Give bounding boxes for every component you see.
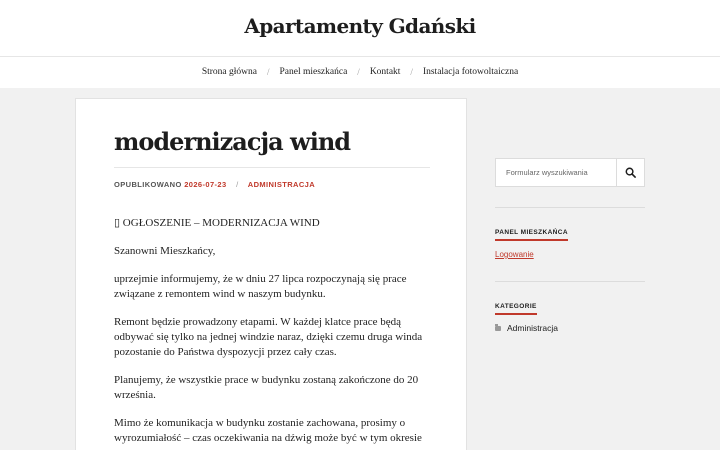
post-content — [114, 216, 434, 450]
post-paragraph: Mimo że komunikacja w budynku zostanie zachowana, prosimy o wyrozumiałość – czas oczekiwania na dźwig może być w tym okresie — [114, 417, 422, 444]
nav-item-resident-panel[interactable]: Panel mieszkańca — [279, 67, 348, 77]
nav-item-contact[interactable]: Kontakt — [369, 67, 401, 77]
post-paragraph: Remont będzie prowadzony etapami. W każdej klatce prace będą odbywać się tylko na jednej windzie naraz, dzięki czemu druga winda pozostanie do Państwa dyspozycji przez cały czas. — [114, 316, 423, 358]
meta-prefix: OPUBLIKOWANO — [114, 180, 182, 189]
post-meta — [114, 180, 315, 189]
nav-separator: / — [266, 67, 270, 77]
post-title[interactable]: modernizacja wind — [114, 127, 351, 156]
post-paragraph: Planujemy, że wszystkie prace w budynku zostaną zakończone do 20 września. — [114, 374, 419, 401]
post-paragraph: Szanowni Mieszkańcy, — [114, 245, 216, 257]
nav-item-photovoltaic[interactable]: Instalacja fotowoltaiczna — [422, 67, 519, 77]
search-form — [495, 158, 645, 187]
site-header — [0, 0, 720, 57]
site-title[interactable]: Apartamenty Gdański — [244, 14, 476, 38]
post-card — [75, 98, 467, 450]
post-paragraph: uprzejmie informujemy, że w dniu 27 lipca rozpoczynają się prace związane z remontem wind w naszym budynku. — [114, 273, 407, 300]
nav-separator: / — [410, 67, 413, 77]
nav-item-home[interactable]: Strona główna — [201, 67, 257, 77]
widget-divider — [495, 207, 645, 208]
post-date[interactable]: 2026-07-23 — [184, 180, 227, 189]
widget-title-categories: KATEGORIE — [495, 303, 537, 315]
widget-divider — [495, 281, 645, 282]
title-divider — [114, 167, 430, 168]
search-button[interactable] — [616, 159, 644, 186]
main-navigation — [0, 57, 720, 88]
nav-list — [0, 57, 720, 87]
post-paragraph: ▯ OGŁOSZENIE – MODERNIZACJA WIND — [114, 217, 320, 229]
meta-separator: / — [236, 180, 239, 189]
category-item-administration[interactable] — [495, 323, 558, 333]
search-input[interactable] — [496, 159, 616, 186]
search-icon — [625, 167, 636, 178]
post-category-link[interactable]: ADMINISTRACJA — [247, 180, 316, 189]
widget-title-resident-panel: PANEL MIESZKAŃCA — [495, 229, 568, 241]
folder-icon — [495, 326, 501, 331]
nav-separator: / — [357, 67, 360, 77]
login-link[interactable]: Logowanie — [495, 250, 534, 259]
category-label: Administracja — [507, 323, 559, 333]
